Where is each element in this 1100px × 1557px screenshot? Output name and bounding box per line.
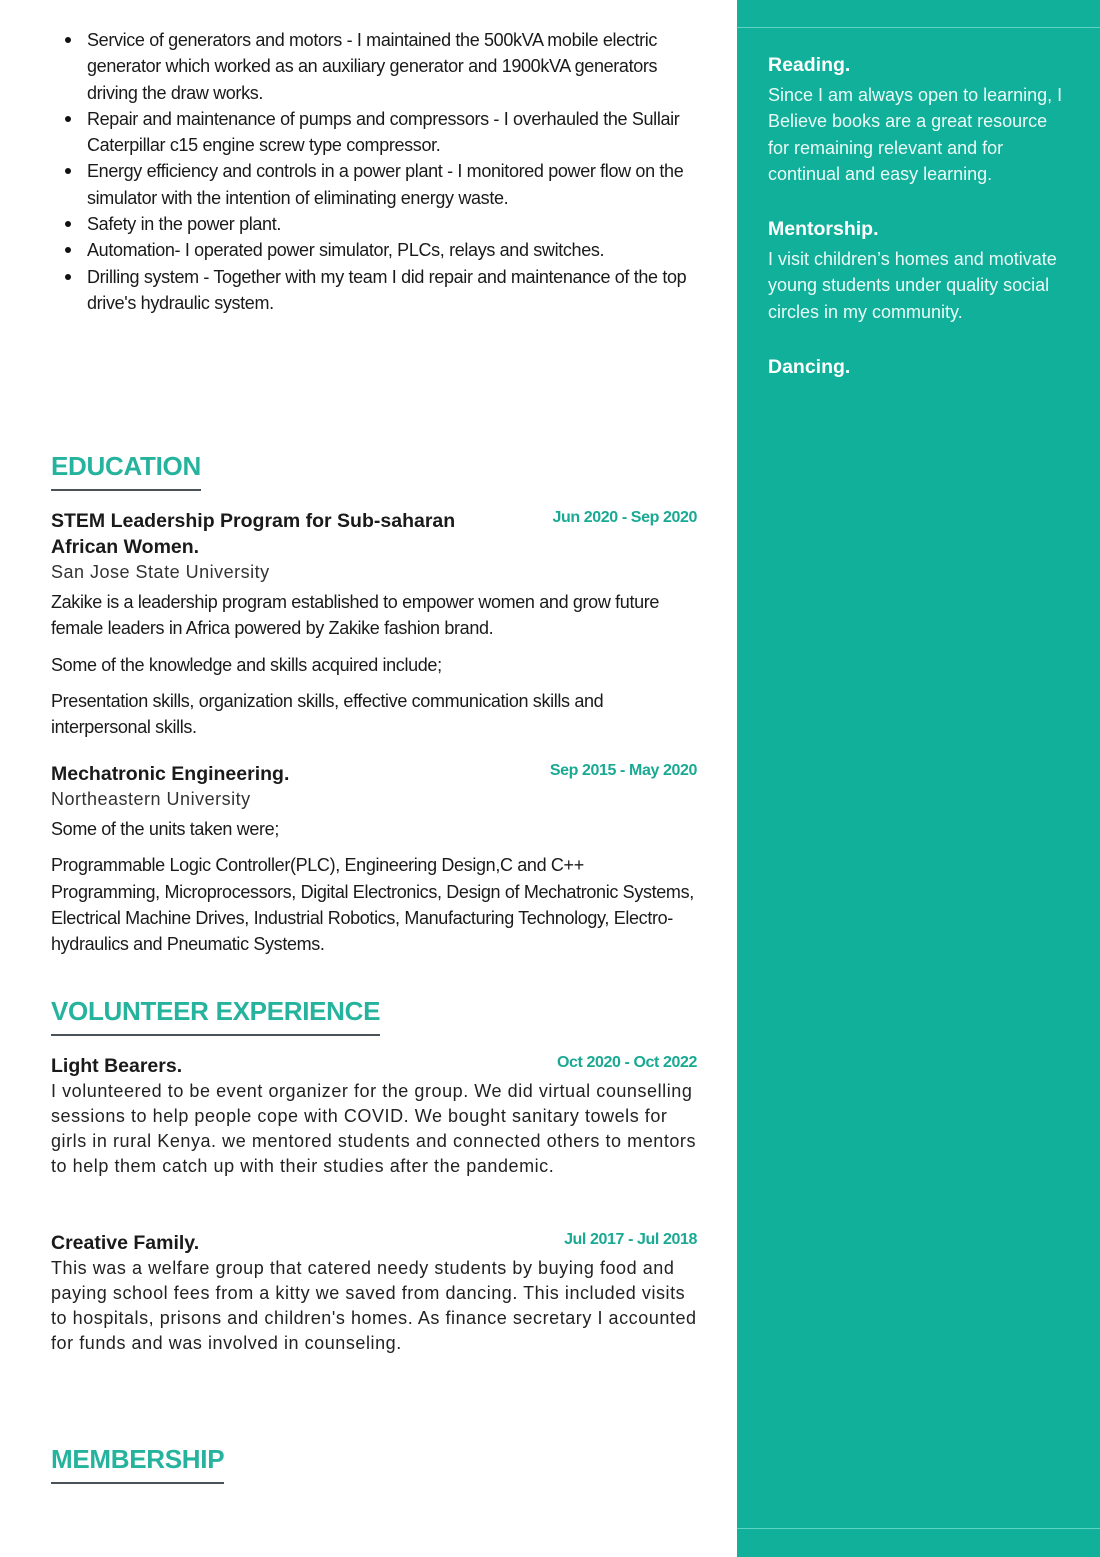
bullet-icon (65, 168, 71, 174)
bullet-text: Energy efficiency and controls in a power plant - I monitored power flow on the simulator with the intention of eliminating energy waste. (87, 161, 684, 208)
entry-date: Jun 2020 - Sep 2020 (552, 509, 697, 526)
entry-header (51, 1053, 697, 1079)
bullet-icon (65, 116, 71, 122)
bullet-text: Automation- I operated power simulator, PLCs, relays and switches. (87, 240, 605, 261)
experience-bullet-list (63, 27, 703, 316)
bullet-icon (65, 221, 71, 227)
sidebar (737, 0, 1100, 1557)
entry-date: Oct 2020 - Oct 2022 (556, 1054, 697, 1071)
bullet-text: Drilling system - Together with my team I did repair and maintenance of the top drive's hydraulic system. (87, 266, 687, 313)
hobby-title: Reading. (768, 54, 851, 76)
entry-title: Mechatronic Engineering. (51, 763, 290, 785)
bullet-icon (65, 247, 71, 253)
entry-paragraph: Zakike is a leadership program established to empower women and grow future female leaders in Africa powered by Zakike fashion brand. (51, 592, 660, 639)
experience-bullet (63, 106, 703, 159)
entry-header (51, 1230, 697, 1256)
entry-description: This was a welfare group that catered needy students by buying food and paying school fees from a kitty we saved from dancing. This included visits to hospitals, prisons and children's homes. As finance secretary I accounted for funds and was involved in counseling. (51, 1258, 697, 1353)
sidebar-divider (737, 27, 1100, 28)
bullet-icon (65, 37, 71, 43)
entry-paragraph: Programmable Logic Controller(PLC), Engineering Design,C and C++ Programming, Microprocessors, Digital Electronics, Design of Mechatronic Systems, Electrical Machine Drives, Industrial Robotics, Manufacturing Technology, Electro-hydraulics and Pneumatic Systems. (51, 855, 694, 955)
entry-date: Jul 2017 - Jul 2018 (564, 1231, 697, 1248)
education-entry (51, 761, 697, 967)
entry-paragraph: Some of the units taken were; (51, 819, 279, 839)
experience-bullet (63, 264, 703, 317)
entry-institution: San Jose State University (51, 562, 270, 582)
entry-title: STEM Leadership Program for Sub-saharan African Women. (51, 510, 456, 558)
bullet-text: Repair and maintenance of pumps and compressors - I overhauled the Sullair Caterpillar c15 engine screw type compressor. (87, 108, 680, 156)
hobby-item (768, 216, 1068, 325)
entry-description: I volunteered to be event organizer for the group. We did virtual counselling sessions to help people cope with COVID. We bought sanitary towels for girls in rural Kenya. we mentored students and connected others to mentors to help them catch up with their studies after the pandemic. (51, 1081, 697, 1176)
hobby-description: Since I am always open to learning, I Believe books are a great resource for remaining relevant and for continual and easy learning. (768, 85, 1063, 184)
bullet-icon (65, 274, 71, 280)
entry-institution: Northeastern University (51, 789, 251, 809)
bullet-text: Safety in the power plant. (87, 214, 282, 235)
bullet-text: Service of generators and motors - I maintained the 500kVA mobile electric generator which worked as an auxiliary generator and 1900kVA generators driving the draw works. (87, 30, 658, 103)
hobby-title: Mentorship. (768, 218, 879, 241)
sidebar-divider (737, 1528, 1100, 1529)
education-entry (51, 508, 697, 750)
entry-title: Creative Family. (51, 1232, 200, 1254)
experience-bullet (63, 237, 703, 263)
experience-bullet (63, 211, 703, 237)
experience-bullet (63, 27, 703, 106)
hobby-item (768, 52, 1068, 187)
membership-heading: MEMBERSHIP (51, 1443, 224, 1484)
experience-bullet (63, 158, 703, 211)
volunteer-entry (51, 1230, 697, 1356)
volunteer-entry (51, 1053, 697, 1179)
entry-date: Sep 2015 - May 2020 (549, 762, 697, 779)
volunteer-heading: VOLUNTEER EXPERIENCE (51, 995, 380, 1036)
entry-header (51, 761, 697, 787)
hobbies-list (768, 52, 1068, 409)
education-heading: EDUCATION (51, 450, 201, 491)
entry-paragraph: Presentation skills, organization skills, effective communication skills and interpersonal skills. (51, 690, 604, 738)
entry-paragraph: Some of the knowledge and skills acquired include; (51, 654, 442, 675)
hobby-title: Dancing. (768, 356, 851, 379)
entry-title: Light Bearers. (51, 1055, 183, 1077)
hobby-item (768, 354, 1068, 380)
entry-header (51, 508, 697, 560)
hobby-description: I visit children’s homes and motivate young students under quality social circles in my community. (768, 249, 1057, 322)
